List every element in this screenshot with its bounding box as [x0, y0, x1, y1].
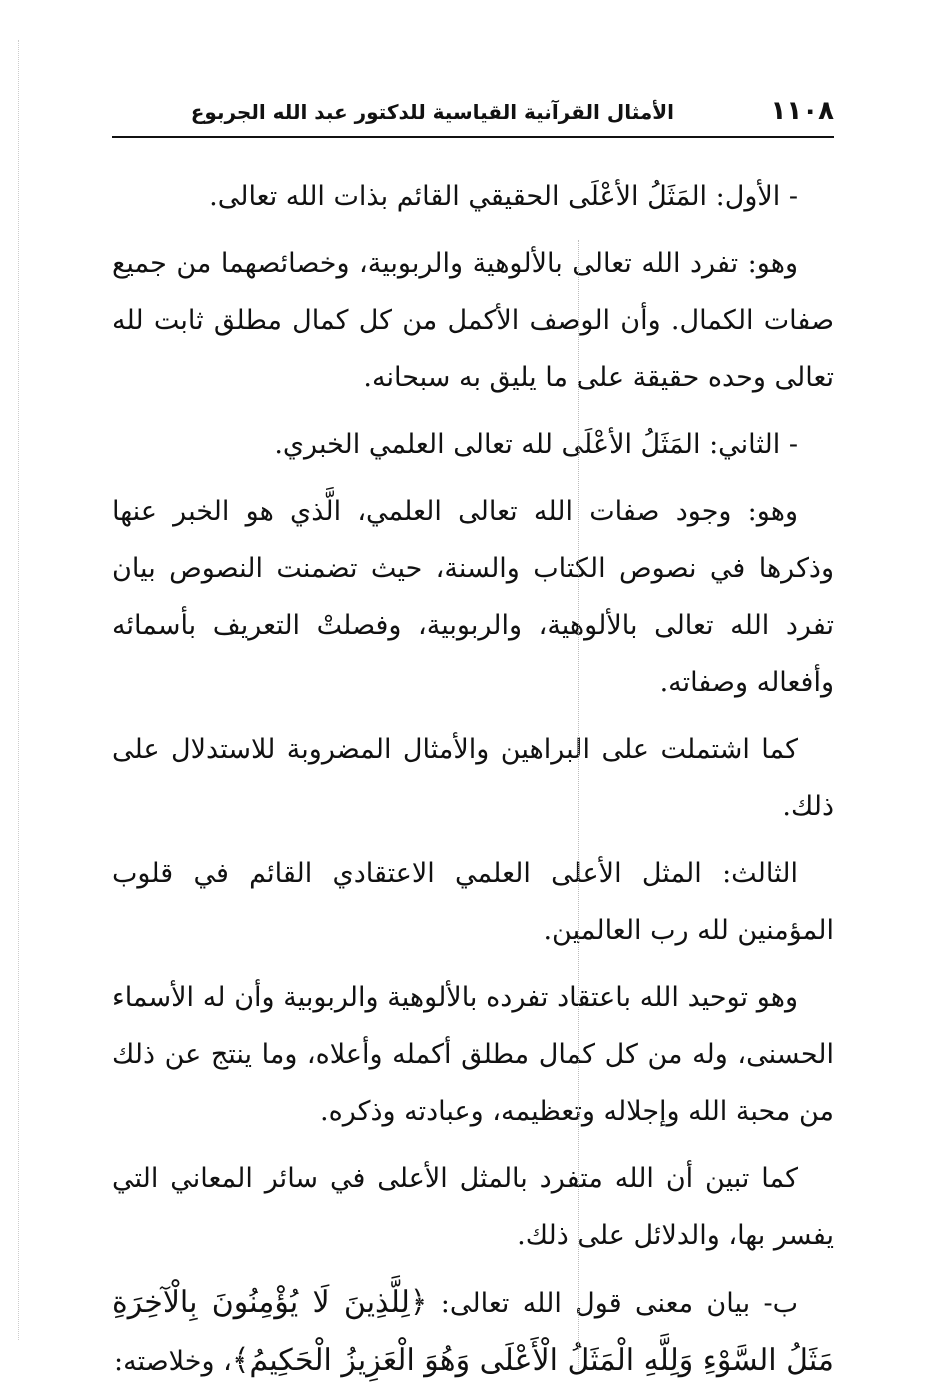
verse-outro: ، وخلاصته:: [114, 1346, 232, 1377]
running-title: الأمثال القرآنية القياسية للدكتور عبد الله الجربوع: [190, 100, 674, 124]
paragraph-second-type-heading: - الثاني: المَثَلُ الأعْلَى لله تعالى العلمي الخبري.: [274, 429, 798, 460]
paragraph-third-type-heading: الثالث: المثل الأعلى العلمي الاعتقادي القائم في قلوب المؤمنين لله رب العالمين.: [112, 858, 834, 946]
paragraph-conclusion: كما تبين أن الله متفرد بالمثل الأعلى في سائر المعاني التي يفسر بها، والدلائل على ذلك.: [112, 1163, 834, 1251]
paragraph-first-type-body: وهو: تفرد الله تعالى بالألوهية والربوبية، وخصائصهما من جميع صفات الكمال. وأن الوصف الأكمل من كل كمال مطلق ثابت لله تعالى وحده حقيقة على ما يليق به سبحانه.: [112, 248, 834, 393]
paragraph-third-type-body: وهو توحيد الله باعتقاد تفرده بالألوهية والربوبية وأن له الأسماء الحسنى، وله من كل كمال مطلق أكمله وأعلاه، وما ينتج عن ذلك من محبة الله وإجلاله وتعظيمه، وعبادته وذكره.: [112, 982, 834, 1127]
verse-intro: ب- بيان معنى قول الله تعالى:: [427, 1288, 799, 1319]
paragraph-first-type-heading: - الأول: المَثَلُ الأعْلَى الحقيقي القائم بذات الله تعالى.: [209, 181, 798, 212]
quran-verse: ﴿لِلَّذِينَ لَا يُؤْمِنُونَ بِالْآخِرَةِ مَثَلُ السَّوْءِ وَلِلَّهِ الْمَثَلُ الْأَعْلَى وَهُوَ الْعَزِيزُ الْحَكِيمُ﴾: [112, 1285, 834, 1378]
body-text: [112, 168, 834, 1400]
paragraph-second-type-evidence: كما اشتملت على البراهين والأمثال المضروبة للاستدلال على ذلك.: [112, 734, 834, 822]
page-number: ١١٠٨: [770, 96, 834, 126]
scan-fold-line: [578, 240, 579, 1370]
page-header: [112, 96, 834, 138]
paragraph-second-type-body: وهو: وجود صفات الله تعالى العلمي، الَّذي هو الخبر عنها وذكرها في نصوص الكتاب والسنة، حيث تضمنت النصوص بيان تفرد الله تعالى بالألوهية، والربوبية، وفصلتْ التعريف بأسمائه وأفعاله وصفاته.: [112, 496, 834, 698]
scan-edge-line: [18, 40, 19, 1340]
